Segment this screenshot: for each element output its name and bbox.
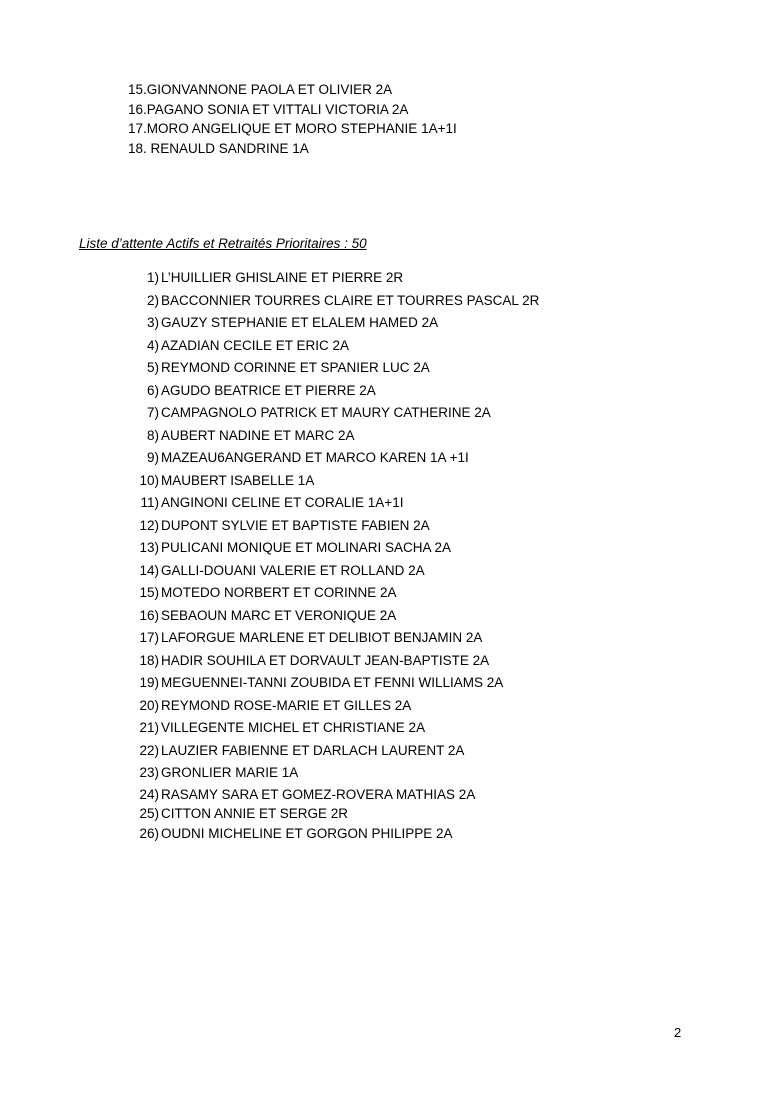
list-item-number: 2) (146, 292, 159, 308)
list-item (128, 627, 539, 650)
list-item-text: HADIR SOUHILA ET DORVAULT JEAN-BAPTISTE 2A (161, 652, 490, 668)
list-item-text: GAUZY STEPHANIE ET ELALEM HAMED 2A (161, 315, 439, 330)
list-item-text: DUPONT SYLVIE ET BAPTISTE FABIEN 2A (161, 517, 430, 533)
list-item (128, 335, 539, 358)
list-item (128, 470, 539, 493)
list-item-number: 26) (139, 825, 159, 841)
waiting-list (128, 267, 539, 845)
list-item-number: 7) (146, 405, 159, 420)
list-item-text: REYMOND ROSE-MARIE ET GILLES 2A (161, 697, 412, 713)
list-item (128, 492, 539, 515)
list-item-text: ANGINONI CELINE ET CORALIE 1A+1I (161, 495, 404, 510)
list-item (128, 672, 539, 695)
list-item (128, 804, 539, 823)
list-item-number: 15) (139, 585, 159, 600)
list-item-number: 9) (146, 450, 159, 465)
list-item-text: AGUDO BEATRICE ET PIERRE 2A (161, 382, 376, 398)
list-item-number: 5) (146, 360, 159, 375)
list-item-number: 12) (139, 517, 159, 533)
list-item-number: 25) (139, 805, 159, 821)
list-item-number: 23) (139, 765, 159, 780)
list-item-number: 22) (139, 742, 159, 758)
list-item (128, 380, 539, 403)
list-item (128, 357, 539, 380)
list-item (128, 740, 539, 763)
list-item-text: CITTON ANNIE ET SERGE 2R (161, 805, 349, 821)
list-item (128, 537, 539, 560)
list-item (128, 695, 539, 718)
list-item-text: CAMPAGNOLO PATRICK ET MAURY CATHERINE 2A (161, 405, 491, 420)
list-item-text: L’HUILLIER GHISLAINE ET PIERRE 2R (161, 270, 404, 285)
list-item-text: MEGUENNEI-TANNI ZOUBIDA ET FENNI WILLIAMS 2A (161, 675, 504, 690)
list-item (128, 650, 539, 673)
list-item-number: 19) (139, 675, 159, 690)
list-item (128, 762, 539, 785)
list-item-number: 16) (139, 607, 159, 623)
list-item-number: 14) (139, 562, 159, 578)
list-item-text: LAUZIER FABIENNE ET DARLACH LAURENT 2A (161, 742, 465, 758)
list-item-text: MAZEAU6ANGERAND ET MARCO KAREN 1A +1I (161, 450, 469, 465)
list-item (128, 290, 539, 313)
list-item (128, 402, 539, 425)
list-item-text: GRONLIER MARIE 1A (161, 765, 299, 780)
list-item-number: 1) (146, 270, 159, 285)
list-item-number: 18) (139, 652, 159, 668)
list-item-text: SEBAOUN MARC ET VERONIQUE 2A (161, 607, 397, 623)
list-item (128, 785, 539, 804)
list-item (128, 823, 539, 846)
list-item-number: 10) (139, 472, 159, 488)
list-item: 15.GIONVANNONE PAOLA ET OLIVIER 2A (128, 82, 393, 97)
list-item-text: PULICANI MONIQUE ET MOLINARI SACHA 2A (161, 540, 452, 555)
list-item-number: 21) (139, 720, 159, 735)
list-item-text: GALLI-DOUANI VALERIE ET ROLLAND 2A (161, 562, 425, 578)
list-item: 16.PAGANO SONIA ET VITTALI VICTORIA 2A (128, 101, 409, 117)
list-item-text: OUDNI MICHELINE ET GORGON PHILIPPE 2A (161, 825, 453, 841)
list-item-text: REYMOND CORINNE ET SPANIER LUC 2A (161, 360, 430, 375)
list-item (128, 515, 539, 538)
page-number: 2 (674, 1025, 682, 1040)
list-item: 18. RENAULD SANDRINE 1A (128, 140, 309, 156)
list-item (128, 717, 539, 740)
waiting-list-title: Liste d’attente Actifs et Retraités Prioritaires : 50 (79, 236, 367, 251)
list-item: 17.MORO ANGELIQUE ET MORO STEPHANIE 1A+1I (128, 121, 457, 136)
list-item (128, 582, 539, 605)
list-item-number: 24) (139, 786, 159, 802)
list-item (128, 560, 539, 583)
list-item-text: MOTEDO NORBERT ET CORINNE 2A (161, 585, 397, 600)
list-item-text: MAUBERT ISABELLE 1A (161, 472, 315, 488)
list-item-number: 17) (139, 630, 159, 645)
list-item-text: LAFORGUE MARLENE ET DELIBIOT BENJAMIN 2A (161, 630, 483, 645)
list-item-number: 20) (139, 697, 159, 713)
list-item-text: VILLEGENTE MICHEL ET CHRISTIANE 2A (161, 720, 426, 735)
list-item-text: AUBERT NADINE ET MARC 2A (161, 427, 355, 443)
list-item (128, 605, 539, 628)
registrant-list-continued (128, 80, 457, 158)
list-item-number: 13) (139, 540, 159, 555)
list-item (128, 425, 539, 448)
list-item-number: 3) (146, 315, 159, 330)
list-item-number: 4) (146, 337, 159, 353)
list-item-text: BACCONNIER TOURRES CLAIRE ET TOURRES PASCAL 2R (161, 292, 540, 308)
list-item-text: AZADIAN CECILE ET ERIC 2A (161, 337, 350, 353)
list-item-number: 6) (146, 382, 159, 398)
list-item (128, 267, 539, 290)
list-item-number: 11) (140, 495, 159, 510)
list-item-number: 8) (146, 427, 159, 443)
list-item (128, 447, 539, 470)
list-item-text: RASAMY SARA ET GOMEZ-ROVERA MATHIAS 2A (161, 786, 476, 802)
list-item (128, 312, 539, 335)
